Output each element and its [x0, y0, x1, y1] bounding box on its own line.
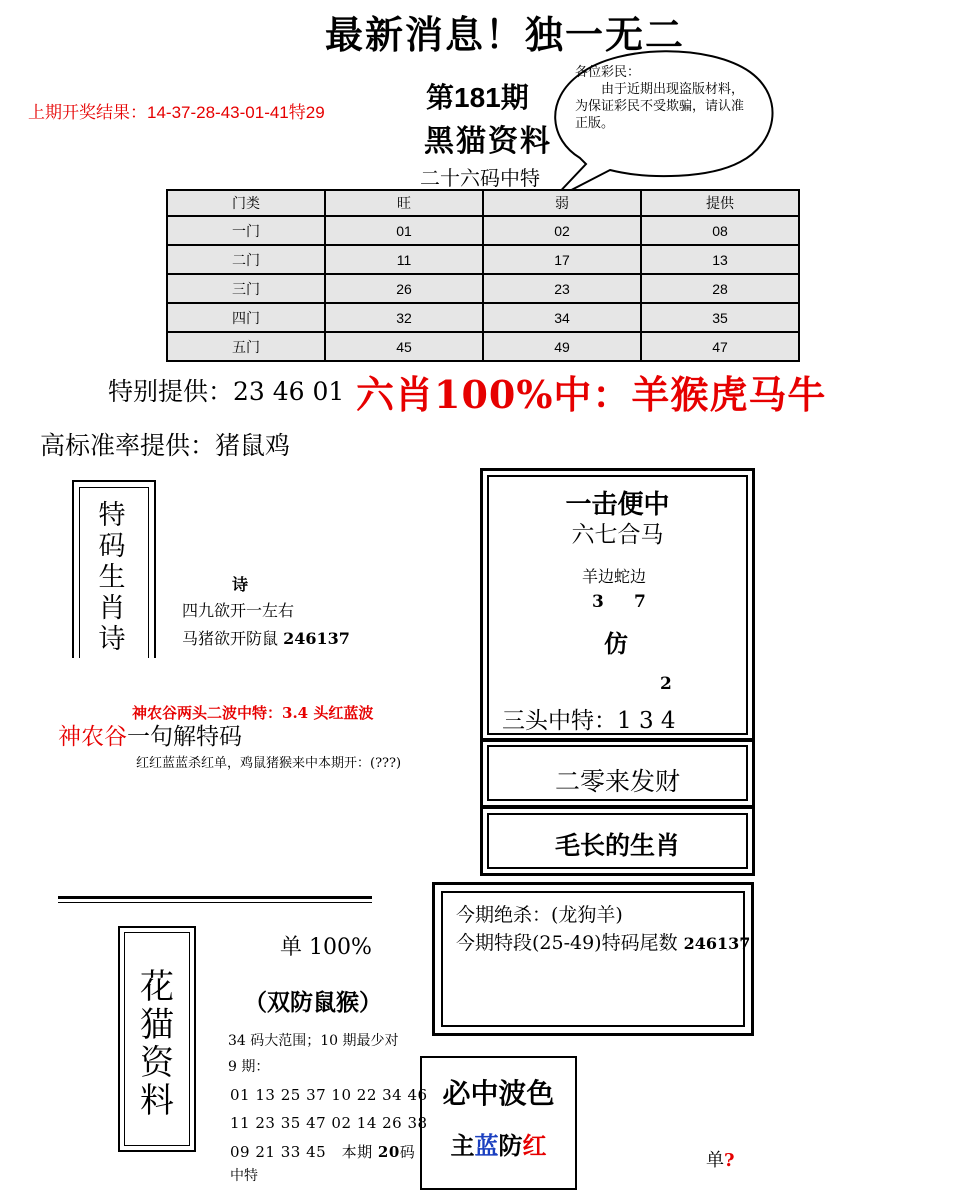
one-hit-title: 一击便中	[565, 490, 670, 520]
poem-line-2-text: 马猪欲开防鼠	[182, 629, 284, 648]
poem-line-2-number: 246137	[283, 629, 350, 648]
table-cell: 23	[483, 274, 641, 303]
three-heads-pick: 三头中特：1 3 4	[502, 708, 676, 734]
vertical-char: 肖	[98, 593, 126, 624]
table-cell: 28	[641, 274, 799, 303]
wave-color-pick	[420, 1126, 577, 1161]
table-cell: 35	[641, 303, 799, 332]
table-cell: 11	[325, 245, 483, 274]
section-divider	[58, 896, 372, 899]
one-hit-side: 羊边蛇边	[582, 567, 647, 586]
table-cell: 四门	[167, 303, 325, 332]
vertical-char: 诗	[98, 624, 126, 655]
table-row	[167, 274, 799, 303]
table-cell: 三门	[167, 274, 325, 303]
number-row-1: 01 13 25 37 10 22 34 46	[230, 1086, 428, 1104]
kill-line-2-number: 246137	[683, 934, 751, 953]
table-cell: 47	[641, 332, 799, 361]
table-cell: 26	[325, 274, 483, 303]
table-cell: 02	[483, 216, 641, 245]
number-row-3-text: 09 21 33 45 本期	[230, 1143, 378, 1161]
kill-line-2-text: 今期特段(25-49)特码尾数	[456, 932, 684, 954]
number-row-2: 11 23 35 47 02 14 26 38	[230, 1114, 428, 1132]
vertical-char: 花	[140, 967, 174, 1007]
poem-line-2	[182, 626, 350, 649]
long-hair-text: 毛长的生肖	[554, 831, 680, 860]
gate-number-table	[166, 189, 800, 362]
special-provide: 特别提供：23 46 01	[108, 377, 345, 406]
table-cell: 49	[483, 332, 641, 361]
one-hit-number-b: 7	[634, 592, 646, 612]
shennong-riddle: 红红蓝蓝杀红单，鸡鼠猪猴来中本期开：(???)	[136, 756, 402, 771]
table-header-cell: 门类	[167, 190, 325, 216]
wave-color-title: 必中波色	[442, 1077, 555, 1110]
vertical-char: 料	[140, 1081, 174, 1121]
bubble-message: 由于近期出现盗版材料，为保证彩民不受欺骗，请认准正版。	[575, 82, 745, 131]
kill-line-2	[456, 928, 750, 955]
one-hit-copy-char: 仿	[604, 629, 628, 658]
vertical-char: 码	[98, 531, 126, 562]
kill-line-1: 今期绝杀：(龙狗羊)	[456, 904, 623, 926]
table-cell: 二门	[167, 245, 325, 274]
one-hit-subtitle: 六七合马	[571, 522, 664, 548]
shennong-wave-tip: 神农谷两头二波中特：3.4 头红蓝波	[132, 704, 374, 722]
high-accuracy-pick: 高标准率提供：猪鼠鸡	[40, 431, 291, 460]
wave-blue-label: 蓝	[474, 1131, 499, 1160]
range-note-2: 9 期：	[228, 1059, 270, 1075]
single-pick: 单 100%	[280, 935, 372, 960]
bubble-greeting: 各位彩民：	[575, 65, 641, 80]
table-header-cell: 提供	[641, 190, 799, 216]
wave-main-label: 主	[450, 1131, 475, 1160]
shennong-heading	[58, 718, 242, 751]
poem-vertical-title	[90, 500, 134, 655]
table-row	[167, 303, 799, 332]
number-row-3-tail: 码	[399, 1143, 416, 1161]
headline: 最新消息！独一无二	[324, 12, 685, 57]
table-row	[167, 245, 799, 274]
poem-line-1: 四九欲开一左右	[182, 601, 295, 620]
table-row	[167, 216, 799, 245]
table-cell: 01	[325, 216, 483, 245]
single-question	[706, 1146, 735, 1172]
last-draw-result: 上期开奖结果：14-37-28-43-01-41特29	[28, 103, 325, 122]
section-divider-thin	[58, 902, 372, 903]
wave-red-label: 红	[522, 1131, 547, 1160]
number-row-3-count: 20	[377, 1143, 400, 1161]
table-header-row	[167, 190, 799, 216]
table-cell: 45	[325, 332, 483, 361]
vertical-char: 资	[140, 1043, 174, 1083]
issue-number: 第181期	[426, 82, 529, 113]
number-row-4: 中特	[230, 1168, 258, 1184]
number-row-3	[230, 1141, 415, 1162]
six-animals-pick: 六肖100%中：羊猴虎马牛	[356, 372, 827, 417]
table-cell: 32	[325, 303, 483, 332]
table-cell: 五门	[167, 332, 325, 361]
vertical-char: 生	[98, 562, 126, 593]
table-cell: 17	[483, 245, 641, 274]
wave-guard-label: 防	[498, 1131, 523, 1160]
question-mark: ?	[724, 1150, 735, 1171]
one-hit-number-c: 2	[660, 674, 672, 694]
flower-cat-title	[128, 968, 186, 1120]
table-cell: 13	[641, 245, 799, 274]
shennong-heading-black: 一句解特码	[127, 724, 242, 750]
fortune-text: 二零来发财	[554, 767, 680, 796]
table-caption: 二十六码中特	[420, 166, 540, 190]
bubble-notice	[575, 64, 755, 132]
source-title: 黑猫资料	[424, 124, 552, 159]
vertical-char: 猫	[140, 1005, 174, 1045]
table-cell: 34	[483, 303, 641, 332]
table-cell: 08	[641, 216, 799, 245]
vertical-char: 特	[98, 500, 126, 531]
table-header-cell: 旺	[325, 190, 483, 216]
one-hit-number-a: 3	[592, 592, 604, 612]
double-guard: （双防鼠猴）	[244, 989, 382, 1016]
table-row	[167, 332, 799, 361]
range-note-1: 34 码大范围；10 期最少对	[228, 1033, 399, 1049]
shennong-heading-red: 神农谷	[58, 724, 127, 750]
table-cell: 一门	[167, 216, 325, 245]
table-header-cell: 弱	[483, 190, 641, 216]
single-question-text: 单	[706, 1150, 724, 1171]
poem-title: 诗	[232, 575, 249, 594]
